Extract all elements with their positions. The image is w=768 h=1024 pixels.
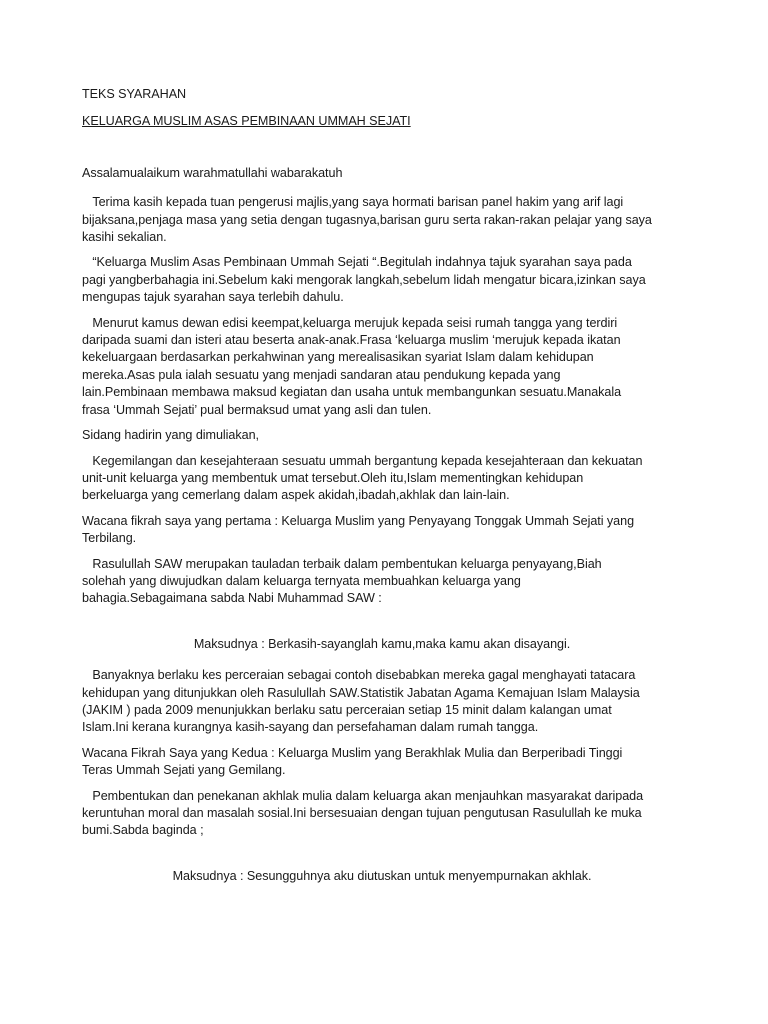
wacana-second — [82, 745, 682, 780]
text-line: mereka.Asas pula ialah sesuatu yang menjadi sandaran atau pendukung kepada yang — [82, 367, 561, 382]
greeting: Assalamualaikum warahmatullahi wabarakatuh — [82, 165, 343, 180]
text-line: Banyaknya berlaku kes perceraian sebagai contoh disebabkan mereka gagal menghayati tatacara — [92, 668, 636, 683]
text-line: bijaksana,penjaga masa yang setia dengan tugasnya,barisan guru serta rakan-rakan pelajar yang saya — [82, 212, 652, 227]
text-line: Pembentukan dan penekanan akhlak mulia dalam keluarga akan menjauhkan masyarakat daripada — [92, 788, 644, 803]
text-line: kasihi sekalian. — [82, 230, 167, 245]
text-line: bahagia.Sebagaimana sabda Nabi Muhammad SAW : — [82, 591, 382, 606]
text-line: Wacana fikrah saya yang pertama : Keluarga Muslim yang Penyayang Tonggak Ummah Sejati yang — [82, 513, 635, 528]
text-line: berkeluarga yang cemerlang dalam aspek akidah,ibadah,akhlak dan lain-lain. — [82, 488, 510, 503]
address-audience: Sidang hadirin yang dimuliakan, — [82, 428, 259, 443]
document-body — [82, 86, 682, 899]
text-line: mengupas tajuk syarahan saya terlebih dahulu. — [82, 290, 344, 305]
text-line: “Keluarga Muslim Asas Pembinaan Ummah Sejati “.Begitulah indahnya tajuk syarahan saya pada — [92, 255, 632, 270]
hadith-meaning-second: Maksudnya : Sesungguhnya aku diutuskan untuk menyempurnakan akhlak. — [172, 868, 592, 883]
text-line: (JAKIM ) pada 2009 menunjukkan berlaku satu perceraian setiap 15 minit dalam kalangan umat — [82, 702, 612, 717]
wacana-first — [82, 513, 682, 548]
text-line: solehah yang diwujudkan dalam keluarga ternyata membuahkan keluarga yang — [82, 573, 521, 588]
text-line: unit-unit keluarga yang membentuk umat tersebut.Oleh itu,Islam mementingkan kehidupan — [82, 470, 584, 485]
document-heading: TEKS SYARAHAN — [82, 87, 187, 101]
paragraph-prosperity — [82, 453, 682, 505]
paragraph-topic — [82, 254, 682, 306]
text-line: kekeluargaan berdasarkan perkahwinan yang merealisasikan syariat Islam dalam kehidupan — [82, 350, 594, 365]
text-line: keruntuhan moral dan masalah sosial.Ini bersesuaian dengan tujuan pengutusan Rasulullah ke muka — [82, 806, 642, 820]
text-line: Rasulullah SAW merupakan tauladan terbaik dalam pembentukan keluarga penyayang,Biah — [92, 556, 602, 571]
text-line: frasa ‘Ummah Sejati’ pual bermaksud umat yang asli dan tulen. — [82, 402, 432, 417]
paragraph-definition — [82, 315, 682, 419]
text-line: Wacana Fikrah Saya yang Kedua : Keluarga Muslim yang Berakhlak Mulia dan Berperibadi Tinggi — [82, 745, 623, 760]
text-line: Kegemilangan dan kesejahteraan sesuatu ummah bergantung kepada kesejahteraan dan kekuatan — [92, 453, 643, 468]
text-line: Islam.Ini kerana kurangnya kasih-sayang dan persefahaman dalam rumah tangga. — [82, 720, 539, 735]
text-line: Terima kasih kepada tuan pengerusi majlis,yang saya hormati barisan panel hakim yang arif lagi — [92, 195, 624, 210]
text-line: bumi.Sabda baginda ; — [82, 823, 204, 838]
paragraph-akhlak — [82, 788, 682, 840]
hadith-meaning-first: Maksudnya : Berkasih-sayanglah kamu,maka kamu akan disayangi. — [193, 636, 571, 651]
text-line: kehidupan yang ditunjukkan oleh Rasulullah SAW.Statistik Jabatan Agama Kemajuan Islam Malaysia — [82, 685, 640, 700]
text-line: Terbilang. — [82, 531, 137, 546]
text-line: Menurut kamus dewan edisi keempat,keluarga merujuk kepada seisi rumah tangga yang terdiri — [92, 315, 618, 330]
paragraph-rasulullah — [82, 556, 682, 608]
document-title: KELUARGA MUSLIM ASAS PEMBINAAN UMMAH SEJATI — [82, 114, 411, 129]
text-line: Teras Ummah Sejati yang Gemilang. — [82, 763, 286, 778]
text-line: pagi yangberbahagia ini.Sebelum kaki mengorak langkah,sebelum lidah mengatur bicara,izinkan saya — [82, 272, 646, 287]
paragraph-divorce — [82, 667, 682, 737]
paragraph-opening — [82, 194, 682, 246]
text-line: lain.Pembinaan membawa maksud kegiatan dan usaha untuk membangunkan sesuatu.Manakala — [82, 385, 622, 400]
text-line: daripada suami dan isteri atau beserta anak-anak.Frasa ‘keluarga muslim ‘merujuk kepada ikatan — [82, 333, 621, 348]
